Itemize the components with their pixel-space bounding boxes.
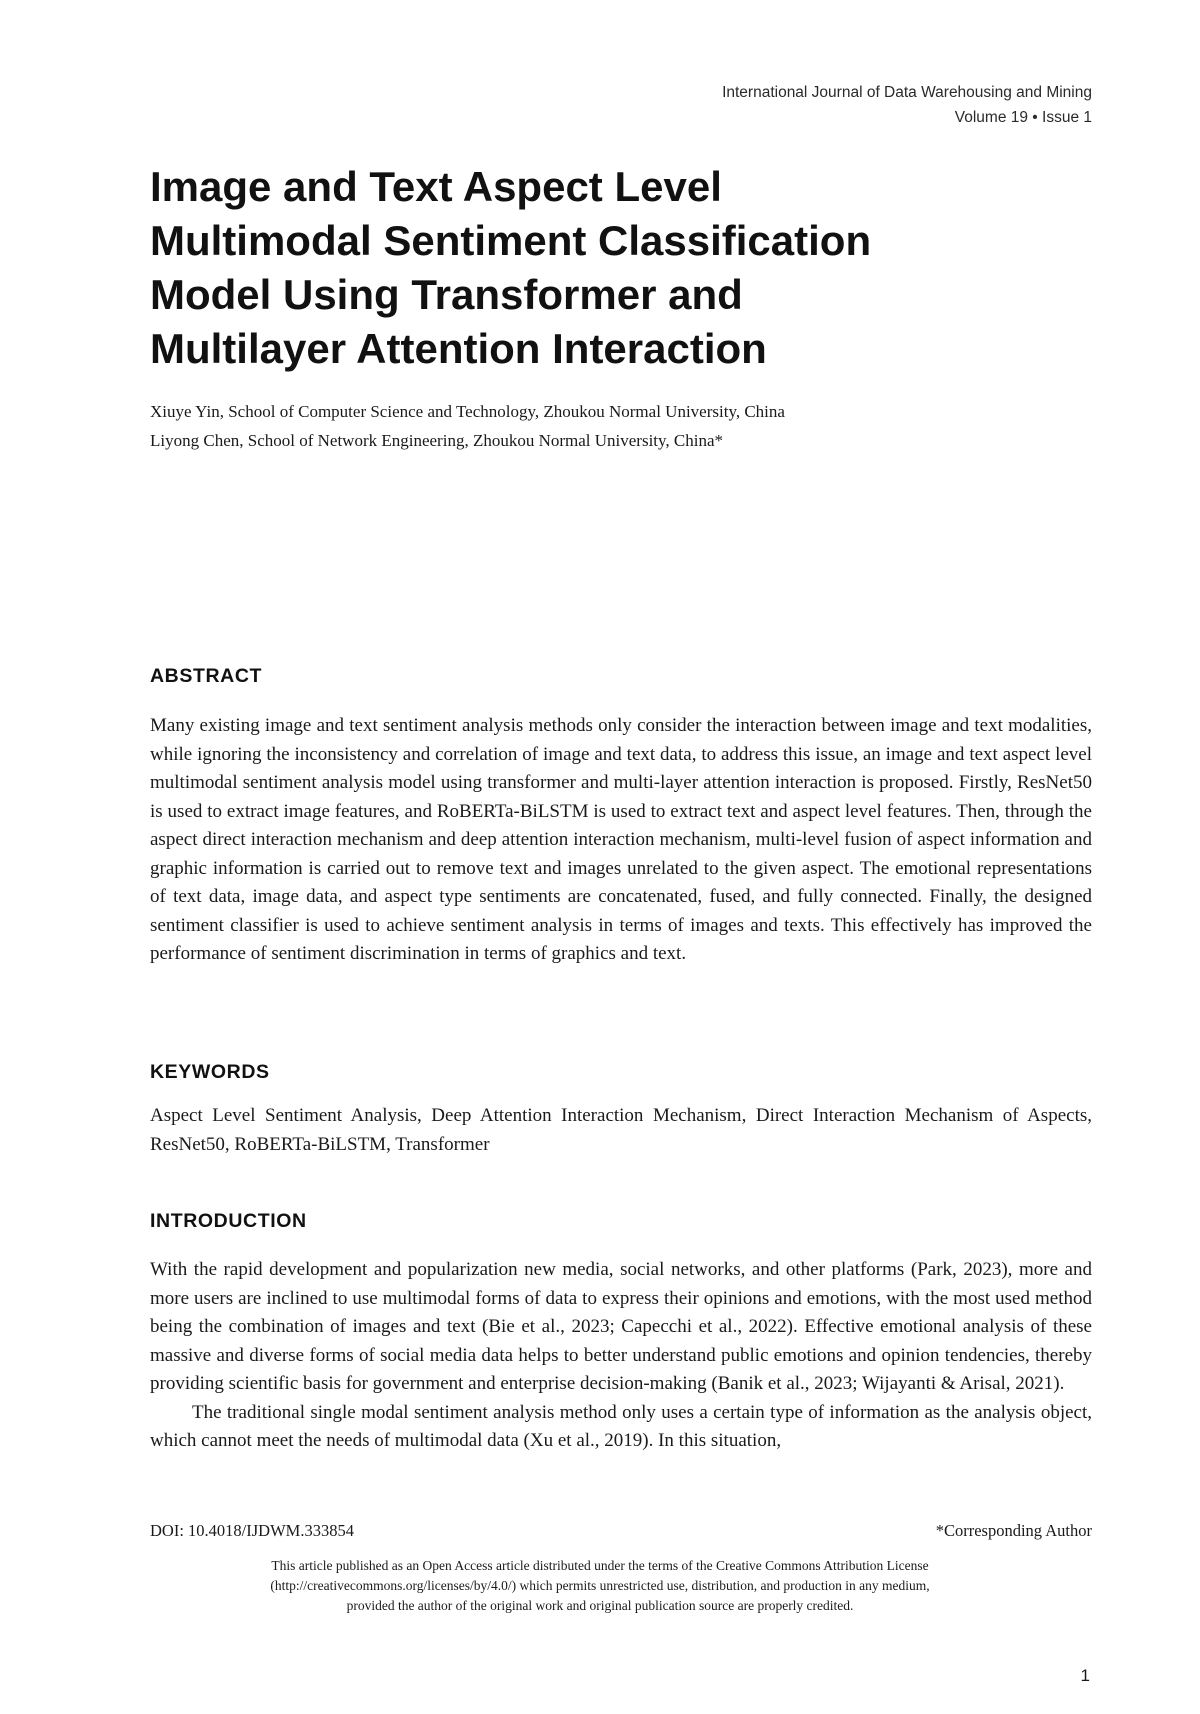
abstract-text bbox=[150, 712, 1092, 969]
introduction-text bbox=[150, 1256, 1092, 1456]
license-notice bbox=[190, 1556, 1010, 1616]
abstract-heading: ABSTRACT bbox=[150, 665, 263, 687]
volume-issue: Volume 19 • Issue 1 bbox=[954, 109, 1092, 126]
title-line: Multimodal Sentiment Classification bbox=[150, 217, 872, 264]
paper-title bbox=[150, 160, 1050, 376]
author-affiliation: Liyong Chen, School of Network Engineering, Zhoukou Normal University, China* bbox=[150, 431, 724, 450]
corresponding-author-note: *Corresponding Author bbox=[935, 1521, 1092, 1540]
author-list bbox=[150, 397, 1100, 455]
title-line: Image and Text Aspect Level bbox=[150, 163, 722, 210]
introduction-paragraph: The traditional single modal sentiment analysis method only uses a certain type of information as the analysis object, which cannot meet the needs of multimodal data (Xu et al., 2019). In this situation, bbox=[150, 1401, 1092, 1451]
license-line: provided the author of the original work and original publication source are properly credited. bbox=[346, 1598, 854, 1613]
author-affiliation: Xiuye Yin, School of Computer Science and Technology, Zhoukou Normal University, China bbox=[150, 402, 785, 421]
license-line: This article published as an Open Access article distributed under the terms of the Creative Commons Attribution License bbox=[271, 1558, 929, 1573]
journal-header bbox=[722, 80, 1092, 130]
page-number: 1 bbox=[1080, 1666, 1090, 1685]
doi: DOI: 10.4018/IJDWM.333854 bbox=[150, 1521, 354, 1540]
keywords-text bbox=[150, 1102, 1092, 1159]
keywords-paragraph: Aspect Level Sentiment Analysis, Deep Attention Interaction Mechanism, Direct Interaction Mechanism of Aspects, ResNet50, RoBERTa-BiLSTM, Transformer bbox=[150, 1105, 1092, 1155]
introduction-heading: INTRODUCTION bbox=[150, 1210, 307, 1232]
keywords-heading: KEYWORDS bbox=[150, 1061, 270, 1083]
title-line: Model Using Transformer and bbox=[150, 271, 743, 318]
introduction-paragraph: With the rapid development and popularization new media, social networks, and other platforms (Park, 2023), more and more users are inclined to use multimodal forms of data to express their opinions and emotions, with the most used method being the combination of images and text (Bie et al., 2023; Capecchi et al., 2022). Effective emotional analysis of these massive and diverse forms of social media data helps to better understand public emotions and opinion tendencies, thereby providing scientific basis for government and enterprise decision-making (Banik et al., 2023; Wijayanti & Arisal, 2021). bbox=[150, 1259, 1092, 1394]
journal-name: International Journal of Data Warehousing and Mining bbox=[722, 84, 1092, 101]
abstract-paragraph: Many existing image and text sentiment analysis methods only consider the interaction between image and text modalities, while ignoring the inconsistency and correlation of image and text data, to address this issue, an image and text aspect level multimodal sentiment analysis model using transformer and multi-layer attention interaction is proposed. Firstly, ResNet50 is used to extract image features, and RoBERTa-BiLSTM is used to extract text and aspect level features. Then, through the aspect direct interaction mechanism and deep attention interaction mechanism, multi-level fusion of aspect information and graphic information is carried out to remove text and images unrelated to the given aspect. The emotional representations of text data, image data, and aspect type sentiments are concatenated, fused, and fully connected. Finally, the designed sentiment classifier is used to achieve sentiment analysis in terms of images and texts. This effectively has improved the performance of sentiment discrimination in terms of graphics and text. bbox=[150, 715, 1092, 964]
license-line: (http://creativecommons.org/licenses/by/4.0/) which permits unrestricted use, distribution, and production in any medium, bbox=[270, 1578, 930, 1593]
title-line: Multilayer Attention Interaction bbox=[150, 325, 767, 372]
